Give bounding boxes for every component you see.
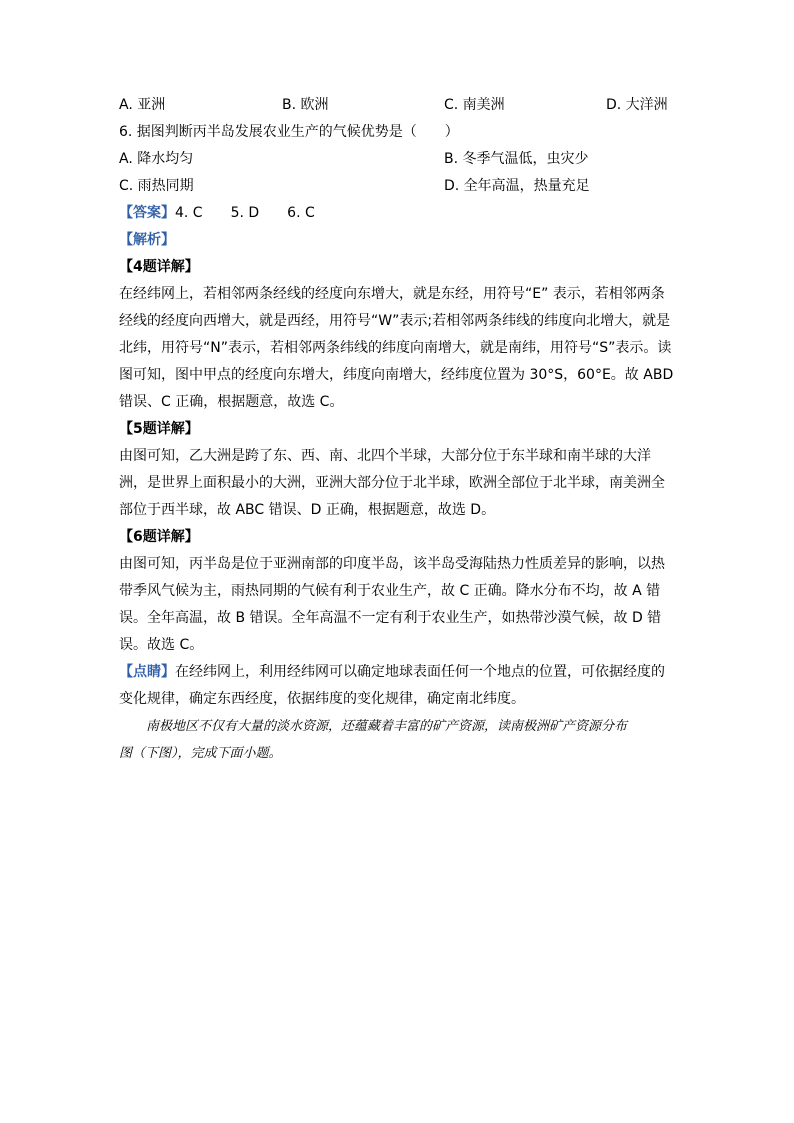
option-a-asia: A. 亚洲 (119, 97, 166, 113)
detail-5-heading: 【5题详解】 (119, 421, 199, 437)
q6-option-b: B. 冬季气温低，虫灾少 (444, 151, 589, 167)
detail-4-line: 北纬，用符号“N”表示，若相邻两条纬线的纬度向南增大，就是南纬，用符号“S”表示。读 (119, 340, 672, 356)
q6-option-d: D. 全年高温，热量充足 (444, 178, 590, 194)
dianjing-line-2: 变化规律，确定东西经度，依据纬度的变化规律，确定南北纬度。 (119, 691, 525, 707)
detail-4-heading: 【4题详解】 (119, 259, 199, 275)
dianjing-text: 在经纬网上，利用经纬网可以确定地球表面任何一个地点的位置，可依据经度的 (175, 664, 665, 680)
next-section-intro-2: 图（下图），完成下面小题。 (119, 746, 282, 761)
detail-4-line: 错误、C 正确，根据题意，故选 C。 (119, 394, 344, 410)
answer-text: 4. C 5. D 6. C (175, 205, 315, 221)
detail-6-line: 带季风气候为主，雨热同期的气候有利于农业生产，故 C 正确。降水分布不均，故 A 错 (119, 583, 661, 599)
detail-5-line: 由图可知，乙大洲是跨了东、西、南、北四个半球，大部分位于东半球和南半球的大洋 (119, 448, 651, 464)
detail-4-line: 在经纬网上，若相邻两条经线的经度向东增大，就是东经，用符号“E” 表示，若相邻两条 (119, 286, 665, 302)
q6-option-c: C. 雨热同期 (119, 178, 194, 194)
dianjing-line (119, 663, 665, 681)
dianjing-tag: 【点睛】 (119, 664, 175, 680)
detail-6-line: 由图可知，丙半岛是位于亚洲南部的印度半岛，该半岛受海陆热力性质差异的影响，以热 (119, 556, 665, 572)
detail-6-line: 误。全年高温，故 B 错误。全年高温不一定有利于农业生产，如热带沙漠气候，故 D 错 (119, 610, 662, 626)
detail-4-line: 经线的经度向西增大，就是西经，用符号“W”表示;若相邻两条纬线的纬度向北增大，就是 (119, 313, 671, 329)
option-c-south-america: C. 南美洲 (444, 97, 505, 113)
option-b-europe: B. 欧洲 (282, 97, 329, 113)
q6-option-a: A. 降水均匀 (119, 151, 194, 167)
detail-6-heading: 【6题详解】 (119, 529, 199, 545)
question-6-stem: 6. 据图判断丙半岛发展农业生产的气候优势是（ ） (119, 124, 459, 140)
detail-5-line: 部位于西半球，故 ABC 错误、D 正确，根据题意，故选 D。 (119, 502, 496, 518)
option-d-oceania: D. 大洋洲 (606, 97, 668, 113)
next-section-intro: 南极地区不仅有大量的淡水资源，还蕴藏着丰富的矿产资源，读南极洲矿产资源分布 (146, 719, 628, 734)
answer-tag: 【答案】 (119, 205, 175, 221)
detail-4-line: 图可知，图中甲点的经度向东增大，纬度向南增大，经纬度位置为 30°S，60°E。故 ABD (119, 367, 674, 383)
detail-6-line: 误。故选 C。 (119, 637, 204, 653)
detail-5-line: 洲，是世界上面积最小的大洲，亚洲大部分位于北半球，欧洲全部位于北半球，南美洲全 (119, 475, 665, 491)
analysis-tag: 【解析】 (119, 232, 175, 248)
answer-line (119, 204, 315, 222)
